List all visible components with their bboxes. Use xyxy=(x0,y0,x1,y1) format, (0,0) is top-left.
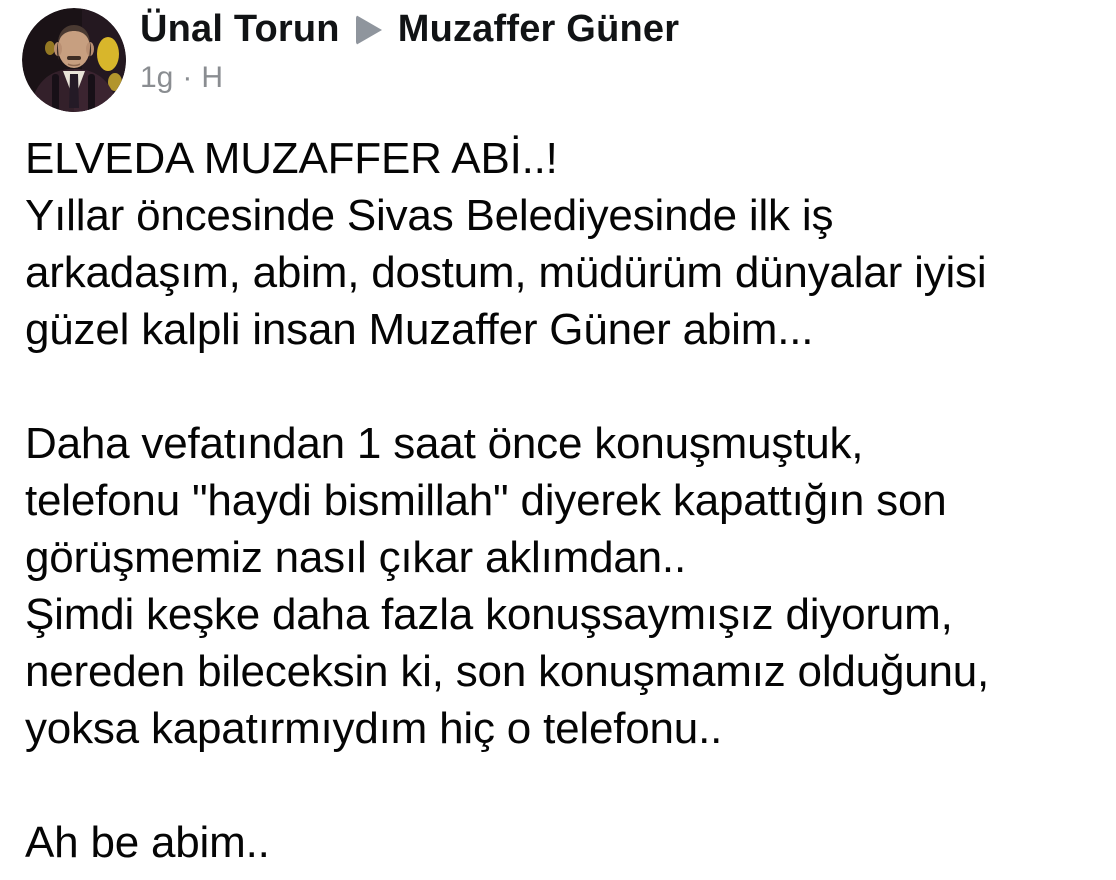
post-meta[interactable] xyxy=(140,61,679,95)
post-text-line: Daha vefatından 1 saat önce konuşmuştuk, xyxy=(25,419,864,468)
post-text-line: arkadaşım, abim, dostum, müdürüm dünyalar iyisi xyxy=(25,248,987,297)
post-text-line: nereden bileceksin ki, son konuşmamız olduğunu, xyxy=(25,647,990,696)
post-text-line xyxy=(25,358,1111,415)
recipient-name[interactable]: Muzaffer Güner xyxy=(397,8,680,50)
post-text-line: Şimdi keşke daha fazla konuşsaymışız diyorum, xyxy=(25,590,953,639)
timestamp[interactable]: 1g xyxy=(140,61,174,94)
avatar-image xyxy=(22,8,126,112)
post-text-line: Yıllar öncesinde Sivas Belediyesinde ilk iş xyxy=(25,191,834,240)
post-text-line: yoksa kapatırmıydım hiç o telefonu.. xyxy=(25,704,723,753)
post-text-line: Ah be abim.. xyxy=(25,818,270,867)
post-text-line xyxy=(25,757,1111,814)
shared-with-arrow-icon xyxy=(356,15,382,45)
post-text-line: ELVEDA MUZAFFER ABİ..! xyxy=(25,134,558,183)
post-text-line: telefonu "haydi bismillah" diyerek kapattığın son xyxy=(25,476,947,525)
post-text xyxy=(25,130,1111,871)
author-name[interactable]: Ünal Torun xyxy=(140,8,340,50)
meta-separator: · xyxy=(182,61,193,94)
post-header xyxy=(140,8,679,95)
author-line xyxy=(140,8,679,51)
audience-label: H xyxy=(201,61,224,94)
post-text-line: görüşmemiz nasıl çıkar aklımdan.. xyxy=(25,533,686,582)
post-text-line: güzel kalpli insan Muzaffer Güner abim... xyxy=(25,305,814,354)
avatar[interactable] xyxy=(22,8,126,112)
